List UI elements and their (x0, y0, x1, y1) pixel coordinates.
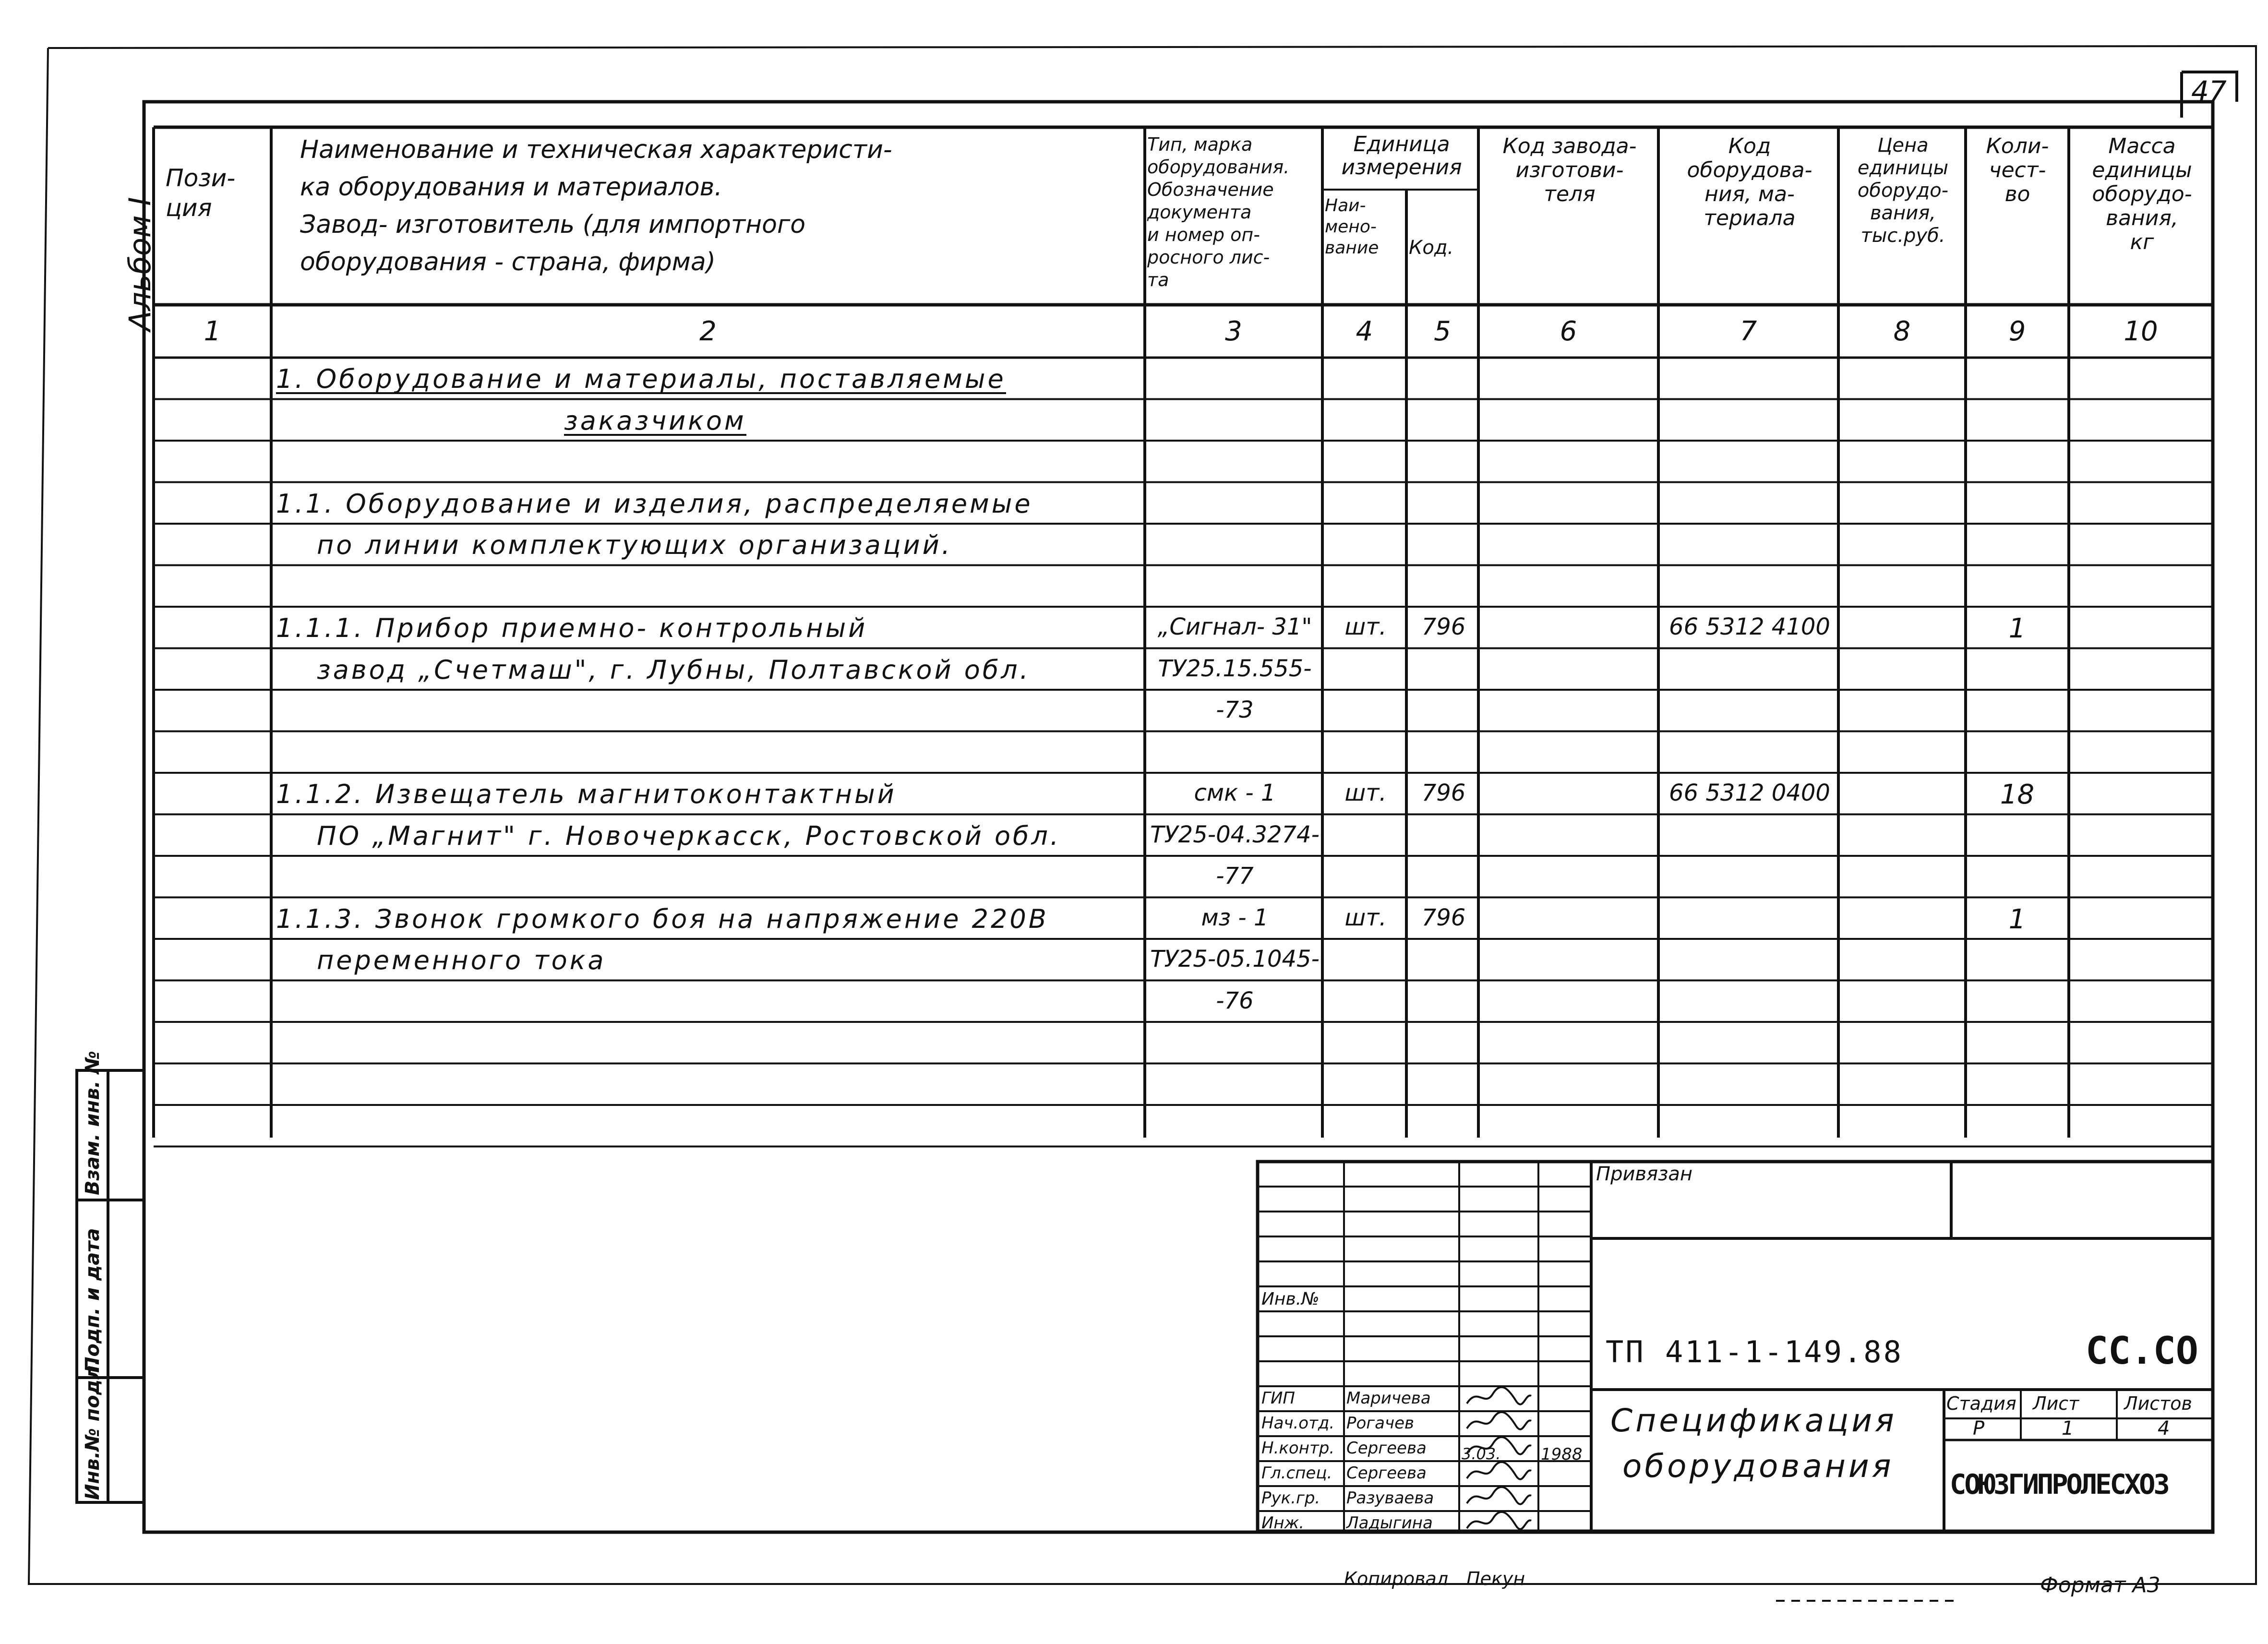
header-mass-line: оборудо- (2092, 182, 2192, 206)
column-number: 2 (699, 316, 717, 347)
staff-role: Рук.гр. (1261, 1488, 1320, 1508)
staff-name: Ладыгина (1346, 1513, 1433, 1533)
row-name: 1.1.3. Звонок громкого боя на напряжение 220В (276, 903, 1049, 934)
row-unit: шт. (1344, 780, 1387, 806)
side-stamp-sign: Подп. и дата (82, 1228, 104, 1373)
copied-by: Пекун (1466, 1568, 1525, 1589)
staff-role: ГИП (1261, 1389, 1295, 1408)
row-unit-code: 796 (1421, 613, 1466, 640)
header-material-code-line: оборудова- (1687, 158, 1812, 182)
row-type: -73 (1216, 696, 1254, 723)
row-material-code: 66 5312 0400 (1669, 780, 1830, 806)
album-label: Альбом I (122, 197, 157, 331)
header-type-line: Тип, марка (1147, 134, 1253, 155)
row-type: -77 (1216, 863, 1254, 889)
row-quantity: 1 (2008, 613, 2026, 644)
sheet-number: 47 (2191, 75, 2227, 108)
row-type: смк - 1 (1194, 780, 1276, 806)
staff-role: Гл.спец. (1261, 1464, 1332, 1483)
row-name: завод „Счетмаш", г. Лубны, Полтавской обл. (317, 654, 1031, 685)
staff-name: Сергеева (1346, 1464, 1427, 1483)
document-mark: СС.СО (2086, 1330, 2198, 1373)
header-name-line: Наименование и техническая характеристи- (300, 135, 892, 164)
header-type-line: росного лис- (1147, 247, 1270, 268)
header-price-line: единицы (1857, 157, 1949, 179)
privyazan-label: Привязан (1596, 1163, 1693, 1185)
approval-year: 1988 (1541, 1445, 1583, 1464)
header-position-line: ция (166, 194, 212, 222)
header-type-line: документа (1147, 202, 1252, 223)
header-unit-code-line: Код. (1409, 237, 1454, 259)
header-type-line: оборудования. (1147, 156, 1290, 178)
staff-name: Сергеева (1346, 1439, 1427, 1458)
column-number: 10 (2124, 316, 2158, 347)
header-unit-name-line: вание (1325, 238, 1379, 258)
row-unit: шт. (1344, 613, 1387, 640)
approval-date: 3.03. (1462, 1445, 1501, 1463)
document-code: ТП 411-1-149.88 (1606, 1334, 1903, 1369)
column-number: 1 (204, 316, 221, 347)
header-name (300, 137, 892, 287)
row-type: -76 (1216, 987, 1254, 1014)
header-unit-code (1409, 238, 1453, 259)
copied-label: Копировал (1344, 1568, 1449, 1589)
header-unit-line: Единица (1353, 132, 1450, 156)
header-position (166, 166, 235, 225)
header-name-line: оборудования - страна, фирма) (300, 248, 716, 276)
staff-role: Нач.отд. (1261, 1414, 1335, 1433)
row-type: ТУ25.15.555- (1158, 655, 1312, 682)
document-title-line-1: Спецификация (1610, 1402, 1897, 1439)
organization-name: СОЮЗГИПРОЛЕСХОЗ (1950, 1469, 2168, 1500)
staff-name: Маричева (1346, 1389, 1431, 1408)
column-number: 5 (1434, 316, 1451, 347)
header-quantity-line: Коли- (1986, 134, 2049, 158)
header-price-line: тыс.руб. (1860, 225, 1945, 247)
row-name: ПО „Магнит" г. Новочеркасск, Ростовской обл. (317, 820, 1061, 851)
header-unit (1327, 133, 1476, 180)
header-mass-line: единицы (2092, 158, 2192, 182)
header-material-code-line: териала (1704, 206, 1796, 230)
row-material-code: 66 5312 4100 (1669, 613, 1830, 640)
side-stamp-replace: Взам. инв. № (82, 1051, 104, 1195)
row-unit: шт. (1344, 904, 1387, 931)
row-unit-code: 796 (1421, 780, 1466, 806)
row-name: заказчиком (564, 405, 746, 436)
header-type (1147, 135, 1289, 293)
header-type-line: та (1147, 269, 1169, 290)
row-name: 1.1.1. Прибор приемно- контрольный (276, 613, 868, 643)
row-unit-code: 796 (1421, 904, 1466, 931)
sheets-label: Листов (2124, 1393, 2192, 1414)
signature-mark (1463, 1384, 1535, 1409)
header-factory-code-line: изготови- (1515, 158, 1624, 182)
row-type: ТУ25-05.1045- (1150, 946, 1320, 972)
column-number: 4 (1356, 316, 1373, 347)
column-number: 7 (1740, 316, 1757, 347)
side-stamp-inv: Инв.№ подл. (82, 1358, 104, 1500)
row-name: 1. Оборудование и материалы, поставляемые (276, 364, 1006, 394)
header-position-line: Пози- (166, 164, 236, 192)
sheets-value: 4 (2158, 1417, 2170, 1440)
row-quantity: 1 (2008, 903, 2026, 935)
row-name: переменного тока (317, 945, 606, 975)
row-type: ТУ25-04.3274- (1150, 821, 1320, 848)
header-factory-code-line: теля (1544, 182, 1596, 206)
inv-no-label: Инв.№ (1261, 1289, 1320, 1309)
sheet-label: Лист (2033, 1393, 2079, 1414)
column-number: 8 (1893, 316, 1911, 347)
header-unit-line: измерения (1341, 155, 1462, 180)
header-price (1839, 135, 1967, 248)
header-type-line: и номер оп- (1147, 224, 1260, 245)
header-name-line: ка оборудования и материалов. (300, 173, 722, 202)
header-mass-line: Масса (2108, 134, 2176, 158)
format-label: Формат А3 (2040, 1573, 2160, 1597)
header-price-line: Цена (1877, 134, 1929, 156)
header-price-line: оборудо- (1857, 180, 1949, 202)
row-name: 1.1. Оборудование и изделия, распределяемые (276, 488, 1033, 519)
header-material-code (1661, 135, 1838, 231)
column-number: 3 (1225, 316, 1242, 347)
header-unit-name (1325, 197, 1379, 260)
staff-name: Разуваева (1346, 1488, 1434, 1508)
staff-role: Н.контр. (1261, 1439, 1335, 1458)
header-quantity (1967, 135, 2068, 207)
staff-role: Инж. (1261, 1513, 1305, 1533)
staff-name: Рогачев (1346, 1414, 1415, 1433)
row-type: мз - 1 (1201, 904, 1269, 931)
row-quantity: 18 (2000, 779, 2035, 810)
signature-mark (1463, 1509, 1535, 1534)
row-type: „Сигнал- 31" (1157, 613, 1312, 640)
header-material-code-line: Код (1728, 134, 1771, 158)
header-factory-code-line: Код завода- (1502, 134, 1637, 158)
header-unit-name-line: Наи- (1325, 196, 1366, 216)
header-quantity-line: во (2004, 182, 2030, 206)
row-name: по линии комплектующих организаций. (317, 530, 952, 560)
document-title-line-2: оборудования (1622, 1448, 1894, 1485)
header-name-line: Завод- изготовитель (для импортного (300, 210, 806, 239)
header-mass-line: вания, (2106, 206, 2178, 230)
column-number: 6 (1560, 316, 1577, 347)
column-number: 9 (2008, 316, 2026, 347)
signature-mark (1463, 1484, 1535, 1509)
header-factory-code (1481, 135, 1658, 207)
header-material-code-line: ния, ма- (1704, 182, 1795, 206)
stage-value: Р (1973, 1417, 1985, 1440)
header-unit-name-line: мено- (1325, 217, 1377, 237)
sheet-value: 1 (2062, 1417, 2074, 1440)
stage-label: Стадия (1946, 1393, 2016, 1414)
header-mass (2071, 135, 2213, 255)
header-price-line: вания, (1870, 202, 1936, 224)
signature-mark (1463, 1409, 1535, 1434)
row-name: 1.1.2. Извещатель магнитоконтактный (276, 779, 897, 809)
header-quantity-line: чест- (1989, 158, 2046, 182)
header-mass-line: кг (2130, 230, 2154, 254)
header-type-line: Обозначение (1147, 179, 1274, 200)
